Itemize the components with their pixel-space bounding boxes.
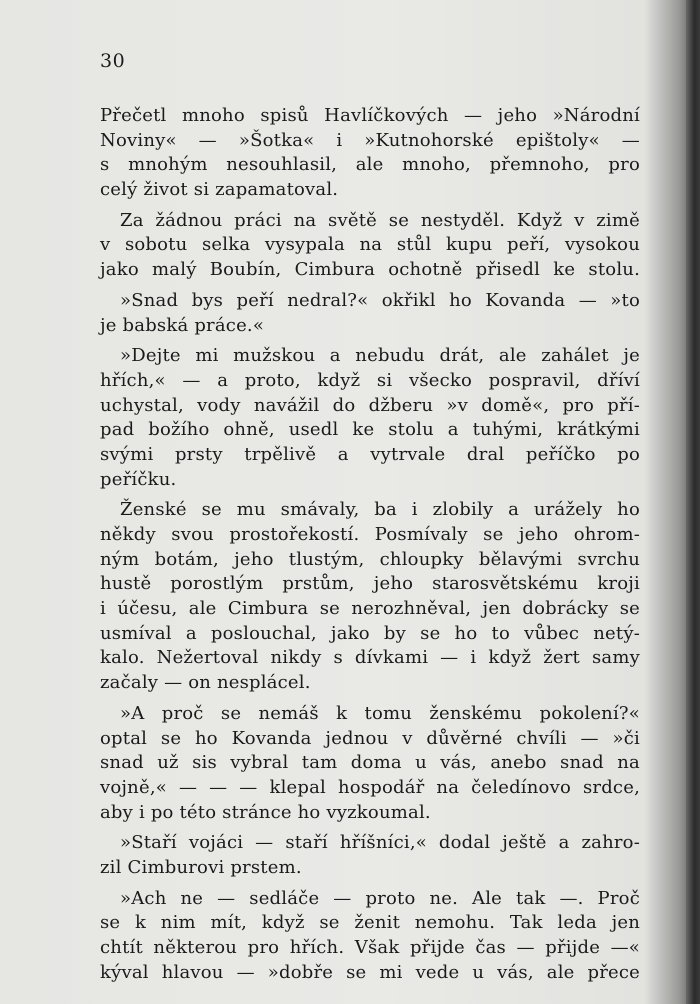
text-line: vojně,« — — — klepal hospodář na čeledínovo srdce, xyxy=(100,776,640,798)
text-line: hřích,« — a proto, když si všecko pospravil, dříví xyxy=(100,369,640,391)
text-line: »Dejte mi mužskou a nebudu drát, ale zahálet je xyxy=(120,345,640,367)
text-line: »Staří vojáci — staří hříšníci,« dodal ještě a zahro- xyxy=(120,832,640,854)
text-line: kýval hlavou — »dobře se mi vede u vás, ale přece xyxy=(100,961,640,983)
body-text xyxy=(100,104,640,991)
text-line: někdy svou prostořekostí. Posmívaly se jeho ohrom- xyxy=(100,524,640,545)
text-line: kalo. Nežertoval nikdy s dívkami — i když žert samy xyxy=(100,647,640,669)
text-line: chtít některou pro hřích. Však přijde čas — přijde —« xyxy=(100,937,640,958)
text-line: »Snad bys peří nedral?« okřikl ho Kovanda — »to xyxy=(120,289,640,311)
paragraph xyxy=(100,289,640,338)
paragraph xyxy=(100,498,640,696)
text-line: »Ach ne — sedláče — proto ne. Ale tak —. Proč xyxy=(120,887,640,909)
text-line: »A proč se nemáš k tomu ženskému pokolení?« xyxy=(120,702,640,724)
paragraph xyxy=(100,209,640,283)
text-line: se k nim mít, když se ženit nemohu. Tak leda jen xyxy=(100,912,640,934)
text-line: jako malý Boubín, Cimbura ochotně přisedl ke stolu. xyxy=(100,259,640,281)
text-line: snad už sis vybral tam doma u vás, anebo snad na xyxy=(100,752,640,774)
text-line: usmíval a poslouchal, jako by se ho to vůbec netý- xyxy=(100,622,640,644)
text-line: pad božího ohně, usedl ke stolu a tuhými, krátkými xyxy=(100,419,640,441)
text-line: i účesu, ale Cimbura se nerozhněval, jen dobrácky se xyxy=(100,598,640,620)
paragraph xyxy=(100,104,640,203)
text-line: zil Cimburovi prstem. xyxy=(100,856,302,878)
text-line: s mnohým nesouhlasil, ale mnoho, přemnoho, pro xyxy=(100,154,640,176)
text-line: svými prsty trpělivě a vytrvale dral peříčko po xyxy=(100,443,640,465)
text-line: aby i po této stránce ho vyzkoumal. xyxy=(100,801,431,823)
text-line: celý život si zapamatoval. xyxy=(100,179,339,201)
text-line: Ženské se mu smávaly, ba i zlobily a urážely ho xyxy=(120,499,640,521)
text-line: peříčku. xyxy=(100,468,177,490)
text-line: uchystal, vody navážil do džberu »v domě«, pro pří- xyxy=(100,394,640,416)
paragraph xyxy=(100,702,640,825)
paragraph xyxy=(100,344,640,492)
page-number: 30 xyxy=(100,50,126,72)
text-line: začaly — on nesplácel. xyxy=(100,672,311,694)
text-line: Noviny« — »Šotka« i »Kutnohorské epištoly« — xyxy=(100,129,640,151)
text-line: je babská práce.« xyxy=(100,314,265,336)
text-line: v sobotu selka vysypala na stůl kupu peří, vysokou xyxy=(100,234,640,256)
text-line: hustě porostlým prstům, jeho starosvětskému kroji xyxy=(100,573,640,595)
page-edge-shadow xyxy=(686,0,700,1004)
text-line: ným botám, jeho tlustým, chloupky bělavými svrchu xyxy=(100,548,640,570)
text-line: optal se ho Kovanda jednou v důvěrné chvíli — »či xyxy=(100,727,640,749)
text-line: Přečetl mnoho spisů Havlíčkových — jeho »Národní xyxy=(100,105,640,126)
paragraph xyxy=(100,831,640,880)
text-line: Za žádnou práci na světě se nestyděl. Když v zimě xyxy=(120,209,640,231)
paragraph xyxy=(100,887,640,986)
